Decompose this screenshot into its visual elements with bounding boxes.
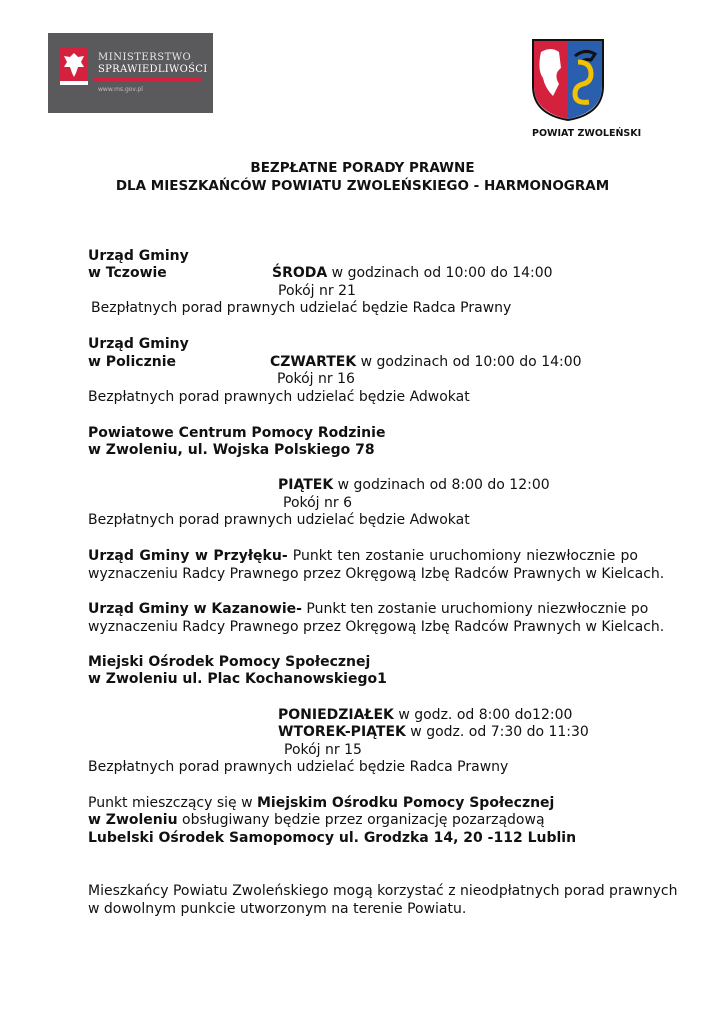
pcpr-day: PIĄTEK: [278, 477, 334, 493]
przyleku-line1: [88, 548, 638, 564]
tczow-schedule: [272, 265, 553, 281]
ministry-logo: [48, 33, 213, 113]
mops-room: Pokój nr 15: [284, 742, 362, 758]
ministry-name-line1: MINISTERSTWO: [98, 52, 192, 63]
pcpr-room: Pokój nr 6: [283, 495, 353, 511]
kazanow-name: Urząd Gminy w Kazanowie-: [88, 601, 302, 617]
policzna-schedule: [270, 354, 582, 370]
mops-day2: WTOREK-PIĄTEK: [278, 724, 406, 740]
kazanow-line2: wyznaczeniu Radcy Prawnego przez Okręgową Izbę Radców Prawnych w Kielcach.: [88, 619, 665, 635]
policzna-day: CZWARTEK: [270, 354, 357, 370]
tczow-advice: Bezpłatnych porad prawnych udzielać będzie Radca Prawny: [91, 300, 512, 316]
mops-advice: Bezpłatnych porad prawnych udzielać będzie Radca Prawny: [88, 759, 509, 775]
mops-name-line2: w Zwoleniu ul. Plac Kochanowskiego1: [88, 671, 387, 687]
title-line2: DLA MIESZKAŃCÓW POWIATU ZWOLEŃSKIEGO - HARMONOGRAM: [115, 178, 610, 194]
tczow-room: Pokój nr 21: [278, 283, 356, 299]
tczow-name-line2: w Tczowie: [88, 265, 167, 281]
mops-hours1: w godz. od 8:00 do12:00: [393, 707, 573, 723]
county-coat-of-arms-icon: [531, 38, 605, 122]
mops-schedule-1: [278, 707, 572, 723]
pcpr-name-line2: w Zwoleniu, ul. Wojska Polskiego 78: [88, 442, 375, 458]
footer-line1: Mieszkańcy Powiatu Zwoleńskiego mogą korzystać z nieodpłatnych porad prawnych: [88, 883, 678, 899]
pcpr-hours: w godzinach od 8:00 do 12:00: [333, 477, 550, 493]
mops-schedule-2: [278, 724, 589, 740]
przyleku-text1: Punkt ten zostanie uruchomiony niezwłocznie po: [287, 548, 638, 564]
ngo-organization: Lubelski Ośrodek Samopomocy ul. Grodzka 14, 20 -112 Lublin: [88, 830, 577, 846]
county-label: POWIAT ZWOLEŃSKI: [532, 128, 642, 139]
policzna-name-line2: w Policznie: [88, 354, 176, 370]
mops-name-line1: Miejski Ośrodek Pomocy Społecznej: [88, 654, 371, 670]
ngo-line1: [88, 795, 554, 811]
ministry-url: www.ms.gov.pl: [98, 86, 143, 93]
kazanow-line1: [88, 601, 649, 617]
ngo-line2: [88, 812, 545, 828]
white-eagle-icon: [60, 47, 88, 95]
ngo-prefix: Punkt mieszczący się w: [88, 795, 257, 811]
ngo-place2: w Zwoleniu: [88, 812, 178, 828]
flag-stripe: [94, 78, 202, 81]
mops-day1: PONIEDZIAŁEK: [278, 707, 394, 723]
ngo-middle: obsługiwany będzie przez organizację pozarządową: [177, 812, 545, 828]
tczow-name-line1: Urząd Gminy: [88, 248, 189, 264]
pcpr-schedule: [278, 477, 550, 493]
tczow-hours: w godzinach od 10:00 do 14:00: [327, 265, 553, 281]
przyleku-name: Urząd Gminy w Przyłęku-: [88, 548, 288, 564]
title-line1: BEZPŁATNE PORADY PRAWNE: [250, 160, 475, 176]
policzna-room: Pokój nr 16: [277, 371, 355, 387]
tczow-day: ŚRODA: [272, 265, 328, 281]
mops-hours2: w godz. od 7:30 do 11:30: [405, 724, 589, 740]
policzna-hours: w godzinach od 10:00 do 14:00: [356, 354, 582, 370]
footer-line2: w dowolnym punkcie utworzonym na terenie Powiatu.: [88, 901, 467, 917]
pcpr-name-line1: Powiatowe Centrum Pomocy Rodzinie: [88, 425, 386, 441]
policzna-advice: Bezpłatnych porad prawnych udzielać będzie Adwokat: [88, 389, 470, 405]
policzna-name-line1: Urząd Gminy: [88, 336, 189, 352]
przyleku-line2: wyznaczeniu Radcy Prawnego przez Okręgową Izbę Radców Prawnych w Kielcach.: [88, 566, 665, 582]
ministry-name-line2: SPRAWIEDLIWOŚCI: [98, 64, 208, 75]
kazanow-text1: Punkt ten zostanie uruchomiony niezwłocznie po: [301, 601, 649, 617]
ngo-place1: Miejskim Ośrodku Pomocy Społecznej: [256, 795, 555, 811]
pcpr-advice: Bezpłatnych porad prawnych udzielać będzie Adwokat: [88, 512, 470, 528]
